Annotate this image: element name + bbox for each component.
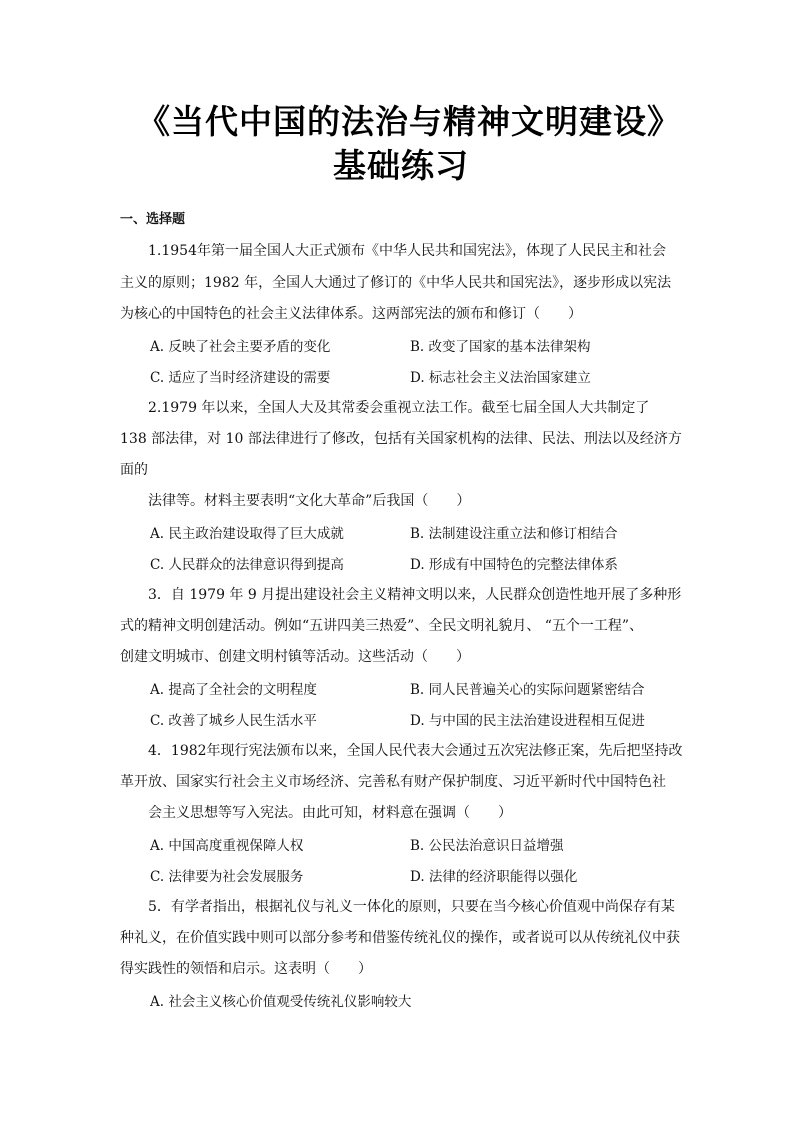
question-4-option-b: B. 公民法治意识日益增强	[410, 838, 564, 854]
question-4-option-a: A. 中国高度重视保障人权	[150, 838, 304, 854]
question-1-option-c: C. 适应了当时经济建设的需要	[150, 370, 331, 386]
question-3-option-c: C. 改善了城乡人民生活水平	[150, 713, 317, 729]
question-4-line-3: 会主义思想等写入宪法。由此可知，材料意在强调（ ）	[148, 805, 512, 821]
question-1-line-2: 主义的原则；1982 年，全国人大通过了修订的《中华人民共和国宪法》，逐步形成以宪法	[120, 275, 672, 291]
question-1-line-3: 为核心的中国特色的社会主义法律体系。这两部宪法的颁布和修订（ ）	[120, 306, 582, 322]
question-4-line-2: 革开放、国家实行社会主义市场经济、完善私有财产保护制度、习近平新时代中国特色社	[120, 774, 666, 790]
question-2-line-3: 面的	[120, 462, 148, 478]
section-heading: 一、选择题	[120, 212, 186, 227]
question-2-option-b: B. 法制建设注重立法和修订相结合	[410, 526, 618, 542]
question-5-line-1: 5．有学者指出，根据礼仪与礼义一体化的原则，只要在当今核心价值观中尚保存有某	[148, 899, 675, 915]
question-2-option-a: A. 民主政治建设取得了巨大成就	[150, 526, 344, 542]
question-5-option-a: A. 社会主义核心价值观受传统礼仪影响较大	[150, 994, 412, 1010]
question-3-option-d: D. 与中国的民主法治建设进程相互促进	[410, 713, 645, 729]
question-2-option-d: D. 形成有中国特色的完整法律体系	[410, 557, 618, 573]
question-3-line-1: 3．自 1979 年 9 月提出建设社会主义精神文明以来，人民群众创造性地开展了多种形	[148, 587, 682, 603]
question-1-line-1: 1.1954年第一届全国人大正式颁布《中华人民共和国宪法》，体现了人民民主和社会	[148, 243, 666, 259]
document-title: 《当代中国的法治与精神文明建设》	[137, 102, 681, 141]
question-3-line-2: 式的精神文明创建活动。例如“五讲四美三热爱”、全民文明礼貌月、 “五个一工程”、	[120, 618, 644, 634]
question-1-option-a: A. 反映了社会主要矛盾的变化	[150, 339, 331, 355]
question-2-line-2: 138 部法律，对 10 部法律进行了修改，包括有关国家机构的法律、民法、刑法以及经济方	[120, 431, 682, 447]
question-1-option-d: D. 标志社会主义法治国家建立	[410, 370, 591, 386]
question-1-option-b: B. 改变了国家的基本法律架构	[410, 339, 591, 355]
question-3-option-a: A. 提高了全社会的文明程度	[150, 682, 317, 698]
question-2-line-4: 法律等。材料主要表明“文化大革命”后我国（ ）	[148, 493, 471, 509]
question-4-option-d: D. 法律的经济职能得以强化	[410, 869, 578, 885]
question-3-option-b: B. 同人民普遍关心的实际问题紧密结合	[410, 682, 645, 698]
question-4-line-1: 4．1982年现行宪法颁布以来，全国人民代表大会通过五次宪法修正案，先后把坚持改	[148, 743, 683, 759]
question-2-line-1: 2.1979 年以来，全国人大及其常委会重视立法工作。截至七届全国人大共制定了	[148, 400, 650, 416]
question-2-option-c: C. 人民群众的法律意识得到提高	[150, 557, 344, 573]
question-4-option-c: C. 法律要为社会发展服务	[150, 869, 304, 885]
document-subtitle: 基础练习	[333, 146, 469, 185]
question-5-line-2: 种礼义，在价值实践中则可以部分参考和借鉴传统礼仪的操作，或者说可以从传统礼仪中获	[120, 930, 680, 946]
question-5-line-3: 得实践性的领悟和启示。这表明（ ）	[120, 961, 372, 977]
question-3-line-3: 创建文明城市、创建文明村镇等活动。这些活动（ ）	[120, 649, 470, 665]
